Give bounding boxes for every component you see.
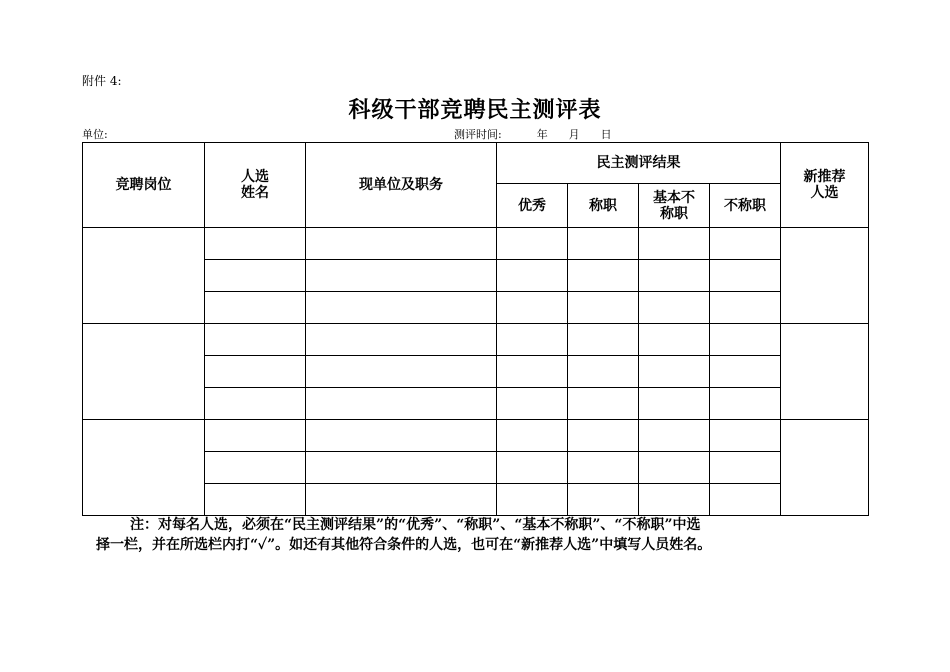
table-row [83, 228, 869, 260]
header-position: 竞聘岗位 [83, 143, 205, 228]
evaluation-table [82, 142, 869, 516]
note-line-1: 注：对每名人选，必须在“民主测评结果”的“优秀”、“称职”、“基本不称职”、“不称职”中选 [130, 517, 701, 533]
current-unit-cell[interactable] [306, 420, 497, 452]
basically-competent-cell[interactable] [639, 388, 710, 420]
candidate-name-cell[interactable] [205, 356, 306, 388]
current-unit-cell[interactable] [306, 388, 497, 420]
position-cell[interactable] [83, 228, 205, 324]
unit-label: 单位: [82, 128, 108, 141]
basically-competent-cell[interactable] [639, 324, 710, 356]
month-label: 月 [568, 128, 580, 141]
incompetent-cell[interactable] [710, 388, 781, 420]
header-current-unit: 现单位及职务 [306, 143, 497, 228]
header-result-group: 民主测评结果 [497, 143, 781, 184]
basically-competent-cell[interactable] [639, 228, 710, 260]
basically-competent-cell[interactable] [639, 292, 710, 324]
candidate-name-cell[interactable] [205, 452, 306, 484]
basically-competent-cell[interactable] [639, 452, 710, 484]
day-label: 日 [600, 128, 612, 141]
candidate-name-cell[interactable] [205, 484, 306, 516]
basically-competent-cell[interactable] [639, 484, 710, 516]
competent-cell[interactable] [568, 292, 639, 324]
instruction-note [96, 515, 872, 555]
excellent-cell[interactable] [497, 452, 568, 484]
year-label: 年 [536, 128, 548, 141]
incompetent-cell[interactable] [710, 292, 781, 324]
competent-cell[interactable] [568, 324, 639, 356]
position-cell[interactable] [83, 420, 205, 516]
competent-cell[interactable] [568, 484, 639, 516]
new-recommendation-cell[interactable] [781, 228, 869, 324]
basically-competent-cell[interactable] [639, 356, 710, 388]
candidate-name-cell[interactable] [205, 260, 306, 292]
incompetent-cell[interactable] [710, 260, 781, 292]
header-basically-competent: 基本不 称职 [639, 184, 710, 228]
excellent-cell[interactable] [497, 260, 568, 292]
current-unit-cell[interactable] [306, 292, 497, 324]
current-unit-cell[interactable] [306, 484, 497, 516]
current-unit-cell[interactable] [306, 356, 497, 388]
excellent-cell[interactable] [497, 484, 568, 516]
position-cell[interactable] [83, 324, 205, 420]
competent-cell[interactable] [568, 452, 639, 484]
excellent-cell[interactable] [497, 420, 568, 452]
header-new-recommendation: 新推荐 人选 [781, 143, 869, 228]
competent-cell[interactable] [568, 228, 639, 260]
incompetent-cell[interactable] [710, 228, 781, 260]
incompetent-cell[interactable] [710, 356, 781, 388]
incompetent-cell[interactable] [710, 324, 781, 356]
excellent-cell[interactable] [497, 356, 568, 388]
candidate-name-cell[interactable] [205, 324, 306, 356]
incompetent-cell[interactable] [710, 452, 781, 484]
current-unit-cell[interactable] [306, 228, 497, 260]
table-row [83, 324, 869, 356]
attachment-label: 附件 4: [82, 74, 122, 88]
candidate-name-cell[interactable] [205, 292, 306, 324]
new-recommendation-cell[interactable] [781, 420, 869, 516]
competent-cell[interactable] [568, 260, 639, 292]
header-competent: 称职 [568, 184, 639, 228]
current-unit-cell[interactable] [306, 324, 497, 356]
header-incompetent: 不称职 [710, 184, 781, 228]
incompetent-cell[interactable] [710, 420, 781, 452]
competent-cell[interactable] [568, 356, 639, 388]
evaluation-time-label: 测评时间: [454, 128, 502, 141]
competent-cell[interactable] [568, 388, 639, 420]
note-line-2: 择一栏，并在所选栏内打“✓”。如还有其他符合条件的人选，也可在“新推荐人选”中填写人员姓名。 [96, 537, 712, 553]
excellent-cell[interactable] [497, 324, 568, 356]
candidate-name-cell[interactable] [205, 228, 306, 260]
header-candidate-name: 人选 姓名 [205, 143, 306, 228]
candidate-name-cell[interactable] [205, 388, 306, 420]
basically-competent-cell[interactable] [639, 420, 710, 452]
candidate-name-cell[interactable] [205, 420, 306, 452]
current-unit-cell[interactable] [306, 260, 497, 292]
competent-cell[interactable] [568, 420, 639, 452]
table-row [83, 420, 869, 452]
basically-competent-cell[interactable] [639, 260, 710, 292]
header-excellent: 优秀 [497, 184, 568, 228]
incompetent-cell[interactable] [710, 484, 781, 516]
new-recommendation-cell[interactable] [781, 324, 869, 420]
excellent-cell[interactable] [497, 228, 568, 260]
page-title: 科级干部竞聘民主测评表 [348, 97, 602, 123]
excellent-cell[interactable] [497, 388, 568, 420]
excellent-cell[interactable] [497, 292, 568, 324]
current-unit-cell[interactable] [306, 452, 497, 484]
evaluation-time [454, 126, 612, 142]
